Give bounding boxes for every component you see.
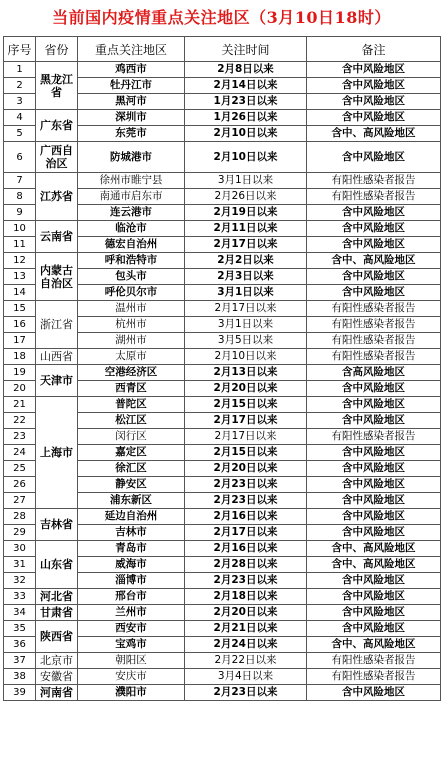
row-seq: 27 [4,493,36,509]
row-seq: 3 [4,94,36,110]
row-area: 嘉定区 [78,445,185,461]
province-cell: 江苏省 [36,173,78,221]
table-row [4,221,441,237]
row-area: 安庆市 [78,669,185,685]
row-time: 2月17日以来 [185,413,307,429]
row-note: 含中风险地区 [307,78,441,94]
header-area: 重点关注地区 [78,37,185,62]
row-note: 含中风险地区 [307,221,441,237]
row-seq: 23 [4,429,36,445]
row-time: 2月17日以来 [185,237,307,253]
table-row [4,365,441,381]
table-row [4,253,441,269]
row-time: 2月21日以来 [185,621,307,637]
row-note: 含中风险地区 [307,205,441,221]
row-note: 有阳性感染者报告 [307,653,441,669]
row-area: 鸡西市 [78,62,185,78]
province-cell: 浙江省 [36,301,78,349]
row-note: 含中风险地区 [307,525,441,541]
row-note: 含中风险地区 [307,477,441,493]
row-area: 呼伦贝尔市 [78,285,185,301]
row-time: 2月23日以来 [185,685,307,701]
row-seq: 33 [4,589,36,605]
row-note: 含中、高风险地区 [307,126,441,142]
row-seq: 37 [4,653,36,669]
row-area: 徐州市睢宁县 [78,173,185,189]
row-note: 含中风险地区 [307,94,441,110]
row-seq: 20 [4,381,36,397]
row-area: 空港经济区 [78,365,185,381]
row-time: 1月26日以来 [185,110,307,126]
row-seq: 6 [4,142,36,173]
province-cell: 黑龙江省 [36,62,78,110]
row-note: 含中风险地区 [307,397,441,413]
row-area: 温州市 [78,301,185,317]
key-areas-table [3,36,441,701]
row-seq: 22 [4,413,36,429]
province-cell: 云南省 [36,221,78,253]
row-area: 黑河市 [78,94,185,110]
row-area: 西安市 [78,621,185,637]
row-area: 松江区 [78,413,185,429]
row-note: 含中风险地区 [307,381,441,397]
row-time: 2月10日以来 [185,126,307,142]
row-area: 淄博市 [78,573,185,589]
province-cell: 陕西省 [36,621,78,653]
row-time: 3月5日以来 [185,333,307,349]
row-time: 2月11日以来 [185,221,307,237]
row-note: 含中风险地区 [307,573,441,589]
row-time: 2月22日以来 [185,653,307,669]
row-time: 3月4日以来 [185,669,307,685]
row-area: 邢台市 [78,589,185,605]
row-area: 杭州市 [78,317,185,333]
page-title: 当前国内疫情重点关注地区（3月10日18时） [52,8,391,27]
table-row [4,669,441,685]
row-time: 2月13日以来 [185,365,307,381]
row-time: 2月24日以来 [185,637,307,653]
row-seq: 8 [4,189,36,205]
row-area: 兰州市 [78,605,185,621]
row-time: 2月18日以来 [185,589,307,605]
row-seq: 4 [4,110,36,126]
row-seq: 24 [4,445,36,461]
row-seq: 10 [4,221,36,237]
province-cell: 广东省 [36,110,78,142]
row-area: 威海市 [78,557,185,573]
row-time: 2月2日以来 [185,253,307,269]
header-seq: 序号 [4,37,36,62]
row-time: 2月17日以来 [185,301,307,317]
row-seq: 29 [4,525,36,541]
row-note: 有阳性感染者报告 [307,429,441,445]
province-cell: 北京市 [36,653,78,669]
province-cell: 甘肃省 [36,605,78,621]
row-time: 2月28日以来 [185,557,307,573]
row-note: 含中风险地区 [307,413,441,429]
row-area: 宝鸡市 [78,637,185,653]
row-note: 含高风险地区 [307,365,441,381]
table-row [4,509,441,525]
row-time: 2月15日以来 [185,397,307,413]
table-row [4,142,441,173]
row-time: 2月14日以来 [185,78,307,94]
row-time: 2月23日以来 [185,493,307,509]
row-area: 德宏自治州 [78,237,185,253]
row-area: 湖州市 [78,333,185,349]
row-time: 2月10日以来 [185,349,307,365]
row-seq: 35 [4,621,36,637]
province-cell: 上海市 [36,397,78,509]
table-row [4,62,441,78]
row-time: 2月17日以来 [185,525,307,541]
row-seq: 14 [4,285,36,301]
row-area: 浦东新区 [78,493,185,509]
row-note: 含中风险地区 [307,589,441,605]
row-seq: 16 [4,317,36,333]
row-note: 有阳性感染者报告 [307,349,441,365]
row-time: 2月17日以来 [185,429,307,445]
table-row [4,589,441,605]
row-seq: 21 [4,397,36,413]
row-seq: 15 [4,301,36,317]
row-seq: 11 [4,237,36,253]
row-area: 东莞市 [78,126,185,142]
header-note: 备注 [307,37,441,62]
row-seq: 38 [4,669,36,685]
row-time: 2月10日以来 [185,142,307,173]
table-row [4,653,441,669]
row-seq: 17 [4,333,36,349]
row-note: 有阳性感染者报告 [307,317,441,333]
row-seq: 28 [4,509,36,525]
row-time: 2月16日以来 [185,541,307,557]
row-area: 朝阳区 [78,653,185,669]
row-time: 2月23日以来 [185,477,307,493]
row-note: 含中风险地区 [307,621,441,637]
row-time: 2月20日以来 [185,605,307,621]
row-note: 含中风险地区 [307,237,441,253]
row-note: 含中风险地区 [307,445,441,461]
row-time: 2月20日以来 [185,461,307,477]
province-cell: 安徽省 [36,669,78,685]
row-seq: 30 [4,541,36,557]
row-area: 南通市启东市 [78,189,185,205]
row-area: 静安区 [78,477,185,493]
row-note: 含中风险地区 [307,269,441,285]
row-seq: 7 [4,173,36,189]
row-time: 2月23日以来 [185,573,307,589]
province-cell: 内蒙古自治区 [36,253,78,301]
row-note: 含中风险地区 [307,110,441,126]
row-note: 含中风险地区 [307,62,441,78]
province-cell: 河南省 [36,685,78,701]
province-cell: 吉林省 [36,509,78,541]
row-area: 延边自治州 [78,509,185,525]
table-row [4,685,441,701]
row-area: 牡丹江市 [78,78,185,94]
table-row [4,349,441,365]
row-time: 3月1日以来 [185,317,307,333]
row-area: 连云港市 [78,205,185,221]
row-seq: 12 [4,253,36,269]
row-seq: 13 [4,269,36,285]
province-cell: 天津市 [36,365,78,397]
row-seq: 36 [4,637,36,653]
row-note: 含中风险地区 [307,461,441,477]
row-note: 有阳性感染者报告 [307,669,441,685]
row-seq: 2 [4,78,36,94]
row-seq: 31 [4,557,36,573]
row-area: 青岛市 [78,541,185,557]
row-note: 有阳性感染者报告 [307,301,441,317]
row-area: 深圳市 [78,110,185,126]
row-seq: 5 [4,126,36,142]
row-seq: 9 [4,205,36,221]
row-note: 含中风险地区 [307,605,441,621]
row-area: 濮阳市 [78,685,185,701]
row-time: 2月3日以来 [185,269,307,285]
header-time: 关注时间 [185,37,307,62]
row-note: 含中、高风险地区 [307,557,441,573]
row-note: 含中风险地区 [307,142,441,173]
row-seq: 34 [4,605,36,621]
row-seq: 32 [4,573,36,589]
table-row [4,541,441,557]
table-row [4,605,441,621]
province-cell: 河北省 [36,589,78,605]
table-row [4,301,441,317]
row-note: 含中风险地区 [307,685,441,701]
row-seq: 26 [4,477,36,493]
header-province: 省份 [36,37,78,62]
row-note: 有阳性感染者报告 [307,189,441,205]
row-note: 含中风险地区 [307,509,441,525]
row-area: 太原市 [78,349,185,365]
row-time: 2月16日以来 [185,509,307,525]
row-time: 3月1日以来 [185,173,307,189]
row-area: 临沧市 [78,221,185,237]
province-cell: 山东省 [36,541,78,589]
row-time: 2月8日以来 [185,62,307,78]
row-time: 2月15日以来 [185,445,307,461]
row-note: 有阳性感染者报告 [307,333,441,349]
row-area: 呼和浩特市 [78,253,185,269]
row-seq: 18 [4,349,36,365]
province-cell: 山西省 [36,349,78,365]
row-seq: 25 [4,461,36,477]
row-time: 2月19日以来 [185,205,307,221]
row-note: 有阳性感染者报告 [307,173,441,189]
row-time: 2月20日以来 [185,381,307,397]
table-header-row [4,37,441,62]
row-area: 防城港市 [78,142,185,173]
row-area: 徐汇区 [78,461,185,477]
row-seq: 1 [4,62,36,78]
row-note: 含中、高风险地区 [307,253,441,269]
row-area: 西青区 [78,381,185,397]
table-row [4,621,441,637]
row-note: 含中、高风险地区 [307,541,441,557]
row-area: 吉林市 [78,525,185,541]
table-row [4,397,441,413]
row-time: 2月26日以来 [185,189,307,205]
row-note: 含中、高风险地区 [307,637,441,653]
row-note: 含中风险地区 [307,493,441,509]
row-area: 闵行区 [78,429,185,445]
province-cell: 广西自治区 [36,142,78,173]
row-time: 3月1日以来 [185,285,307,301]
row-seq: 39 [4,685,36,701]
table-row [4,110,441,126]
table-row [4,173,441,189]
row-area: 包头市 [78,269,185,285]
row-area: 普陀区 [78,397,185,413]
row-seq: 19 [4,365,36,381]
row-time: 1月23日以来 [185,94,307,110]
row-note: 含中风险地区 [307,285,441,301]
